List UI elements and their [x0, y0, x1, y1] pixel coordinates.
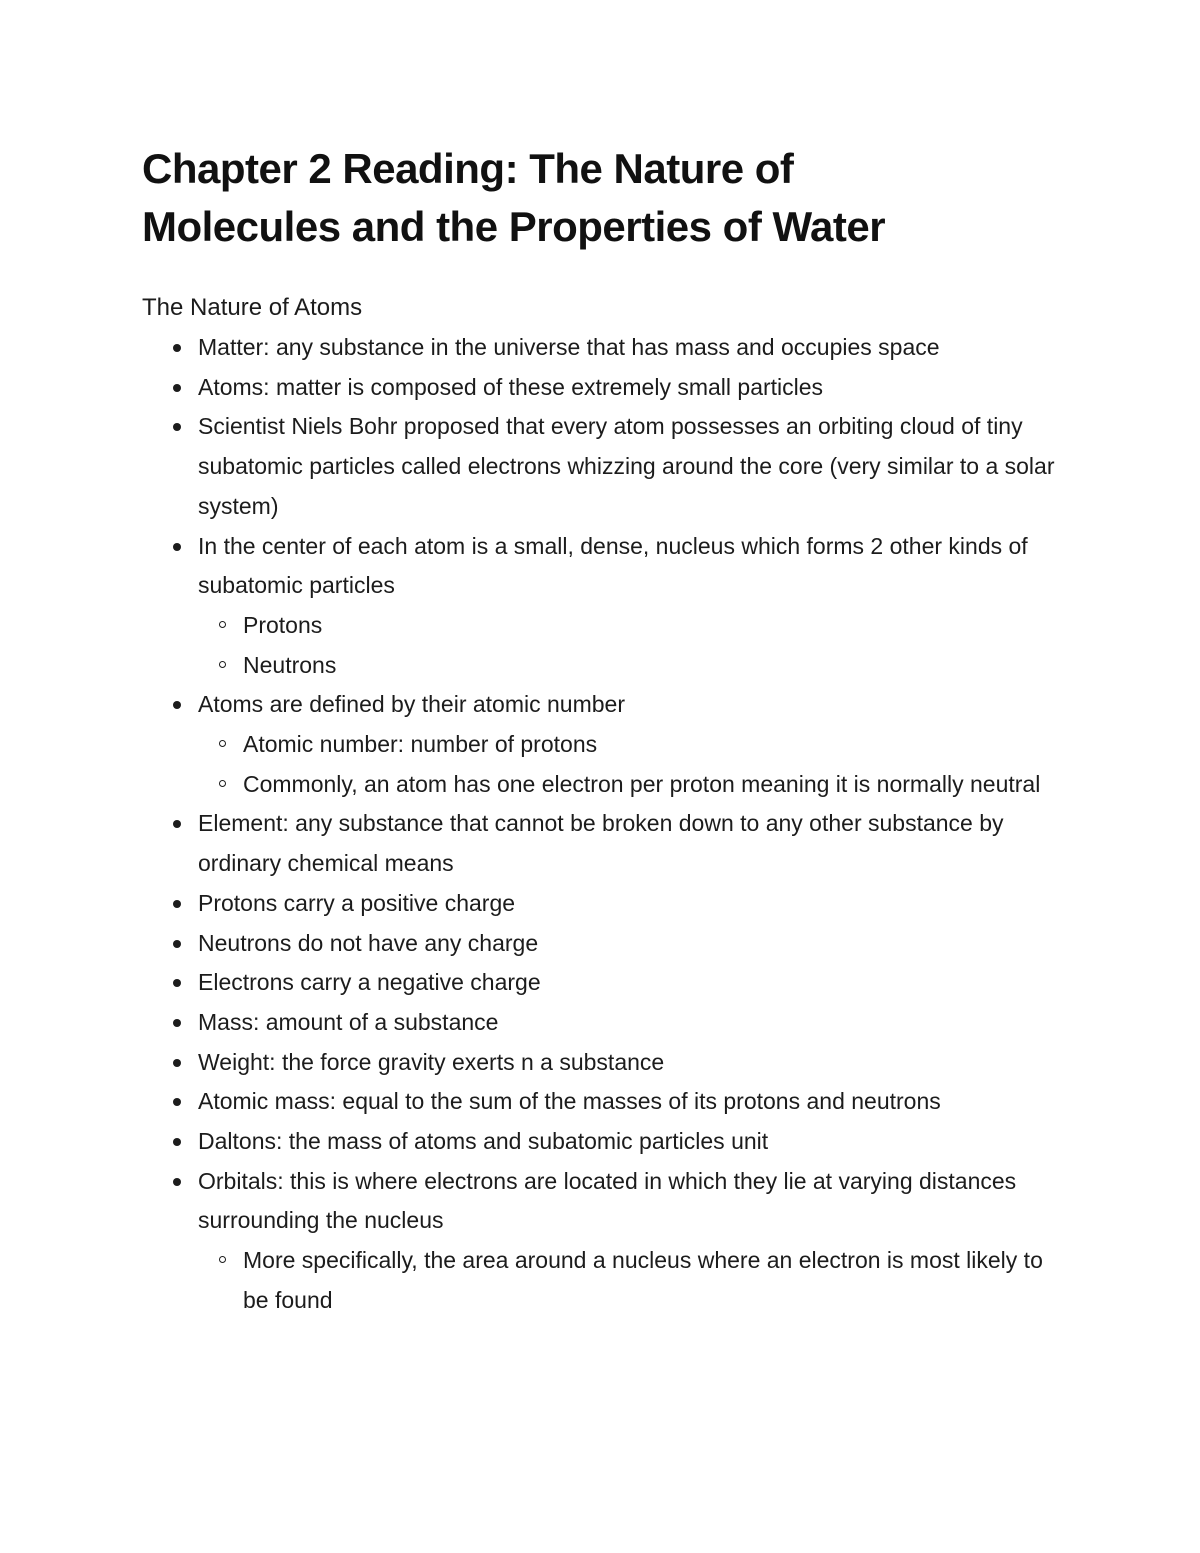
list-item — [198, 924, 1072, 964]
sub-list-item-text: Protons — [243, 611, 323, 638]
list-item — [198, 1082, 1072, 1122]
list-item — [198, 685, 1072, 804]
list-item-text: Daltons: the mass of atoms and subatomic particles unit — [198, 1128, 769, 1155]
list-item-text: Orbitals: this is where electrons are located in which they lie at varying distances surrounding the nucleus — [198, 1167, 1017, 1234]
list-item — [198, 1162, 1072, 1321]
list-item — [198, 1043, 1072, 1083]
sub-list — [198, 606, 1072, 685]
sub-list — [198, 1241, 1072, 1320]
section-heading: The Nature of Atoms — [142, 294, 363, 321]
sub-list-item — [243, 725, 1072, 765]
list-item — [198, 328, 1072, 368]
list-item — [198, 1122, 1072, 1162]
list-item-text: Neutrons do not have any charge — [198, 929, 539, 956]
list-item-text: Element: any substance that cannot be broken down to any other substance by ordinary chemical means — [198, 810, 1004, 877]
list-item — [198, 368, 1072, 408]
list-item-text: Protons carry a positive charge — [198, 889, 516, 916]
list-item-text: In the center of each atom is a small, dense, nucleus which forms 2 other kinds of subatomic particles — [198, 532, 1028, 599]
sub-list-item — [243, 765, 1072, 805]
list-item-text: Atoms: matter is composed of these extremely small particles — [198, 373, 824, 400]
sub-list-item-text: Commonly, an atom has one electron per proton meaning it is normally neutral — [243, 770, 1041, 797]
list-item-text: Matter: any substance in the universe that has mass and occupies space — [198, 334, 940, 360]
list-item — [198, 407, 1072, 526]
list-item-text: Atoms are defined by their atomic number — [198, 691, 625, 718]
list-item — [198, 963, 1072, 1003]
list-item — [198, 1003, 1072, 1043]
document-title — [142, 140, 1072, 256]
list-item — [198, 804, 1072, 883]
sub-list-item — [243, 646, 1072, 686]
sub-list-item-text: More specifically, the area around a nucleus where an electron is most likely to be found — [243, 1247, 1043, 1313]
list-item-text: Electrons carry a negative charge — [198, 969, 541, 996]
list-item — [198, 884, 1072, 924]
document-title-line-1: Chapter 2 Reading: The Nature of — [142, 145, 794, 192]
list-item-text: Mass: amount of a substance — [198, 1008, 499, 1035]
sub-list-item — [243, 606, 1072, 646]
sub-list-item — [243, 1241, 1072, 1320]
sub-list — [198, 725, 1072, 804]
list-item — [198, 527, 1072, 686]
document-title-line-2: Molecules and the Properties of Water — [142, 203, 886, 250]
sub-list-item-text: Atomic number: number of protons — [243, 731, 598, 758]
sub-list-item-text: Neutrons — [243, 651, 337, 678]
document-page — [142, 140, 1072, 1321]
list-item-text: Weight: the force gravity exerts n a substance — [198, 1048, 665, 1075]
bullet-list — [142, 328, 1072, 1321]
list-item-text: Scientist Niels Bohr proposed that every atom possesses an orbiting cloud of tiny subatomic particles called electrons whizzing around the core (very similar to a solar system) — [198, 413, 1055, 519]
list-item-text: Atomic mass: equal to the sum of the masses of its protons and neutrons — [198, 1088, 941, 1115]
